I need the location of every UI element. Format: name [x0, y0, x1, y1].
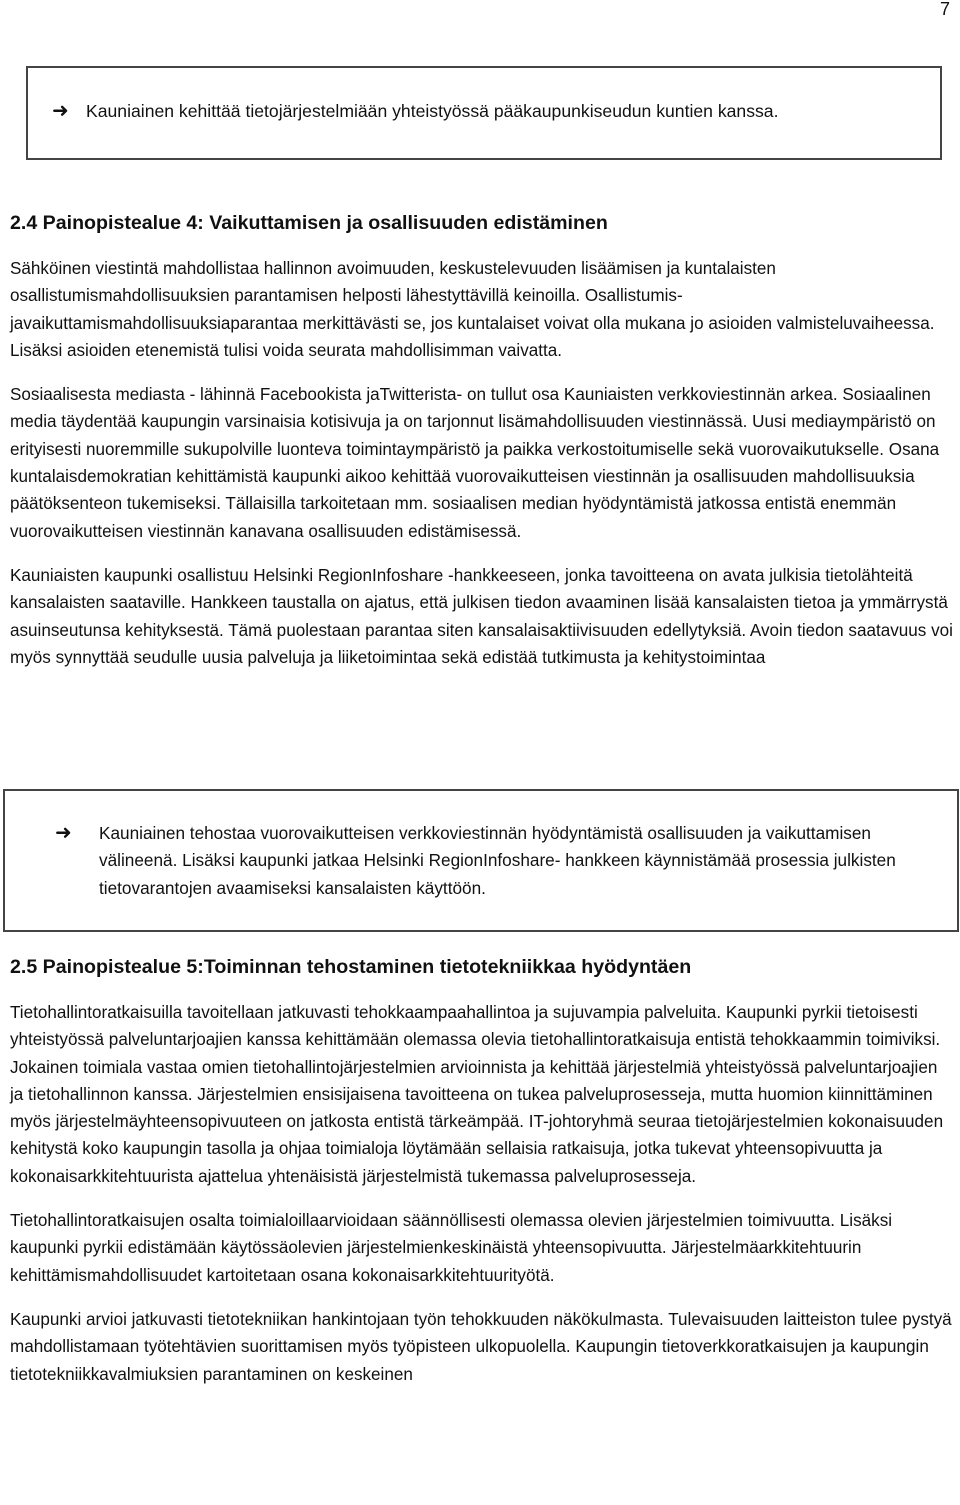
paragraph: Tietohallintoratkaisuilla tavoitellaan jatkuvasti tehokkaampaahallintoa ja sujuvampia palveluita. Kaupunki pyrkii tietoisesti yhteistyössä palveluntarjoajien kanssa kehittämään olemassa olevia tietohallintoratkaisuja entistä tehokkaammin toimiviksi. Jokainen toimiala vastaa omien tietohallintojärjestelmien arvioinnista ja kehittää järjestelmiä yhteistyössä palveluntarjoajien ja tietohallinnon kanssa. Järjestelmien ensisijaisena tavoitteena on tukea palveluprosesseja, mutta huomion kiinnittäminen myös järjestelmäyhteensopivuuteen on jatkosta entistä tärkeämpää. IT-johtoryhmä seuraa tietojärjestelmien kokonaisuuden kehitystä koko kaupungin tasolla ja ohjaa toimialoja löytämään sellaisia ratkaisuja, jotka tukevat yhteensopivuutta ja kokonaisarkkitehtuurista ajattelua yhtenäisistä järjestelmistä tukemassa palveluprosesseja. [10, 1003, 944, 1186]
section-heading: 2.4 Painopistealue 4: Vaikuttamisen ja osallisuuden edistäminen [10, 212, 608, 234]
callout-row [52, 98, 778, 125]
paragraph: Kaupunki arvioi jatkuvasti tietotekniikan hankintojaan työn tehokkuuden näkökulmasta. Tulevaisuuden laitteiston tulee pystyä mahdollistamaan työtehtävien suorittamisen myös työpisteen ulkopuolella. Kaupungin tietoverkkoratkaisujen ja kaupungin tietotekniikkavalmiuksien parantaminen on keskeinen [10, 1309, 952, 1384]
callout-box-bottom [3, 789, 959, 932]
section-2-5 [10, 955, 955, 1388]
section-heading: 2.5 Painopistealue 5:Toiminnan tehostaminen tietotekniikkaa hyödyntäen [10, 956, 692, 978]
paragraph: Sosiaalisesta mediasta - lähinnä Facebookista jaTwitterista- on tullut osa Kauniaisten verkkoviestinnän arkea. Sosiaalinen media täydentää kaupungin varsinaisia kotisivuja ja on tarjonnut lisämahdollisuuden viestinnässä. Uusi mediaympäristö on erityisesti nuoremmille sukupolville luonteva toimintaympäristö ja paikka verkostoitumiselle sekä vuorovaikutukselle. Osana kuntalaisdemokratian kehittämistä kaupunki aikoo kehittää vuorovaikutteisen viestinnän ja osallisuuden mahdollisuuksia päätöksenteon tukemiseksi. Tällaisilla tarkoitetaan mm. sosiaalisen median hyödyntämistä jatkossa entistä enemmän vuorovaikutteisen viestinnän kanavana osallisuuden edistämisessä. [10, 385, 940, 541]
callout-box-top [26, 66, 942, 160]
callout-text: Kauniainen tehostaa vuorovaikutteisen verkkoviestinnän hyödyntämistä osallisuuden ja vaikuttamisen välineenä. Lisäksi kaupunki jatkaa Helsinki RegionInfoshare- hankkeen käynnistämää prosessia julkisten tietovarantojen avaamiseksi kansalaisten käyttöön. [99, 823, 896, 898]
right-arrow-icon: ➜ [55, 822, 72, 844]
page-number: 7 [939, 0, 950, 19]
right-arrow-icon: ➜ [52, 100, 69, 122]
callout-row [55, 820, 935, 902]
paragraph: Kauniaisten kaupunki osallistuu Helsinki RegionInfoshare -hankkeeseen, jonka tavoitteena on avata julkisia tietolähteitä kansalaisten saataville. Hankkeen taustalla on ajatus, että julkisen tiedon avaaminen lisää kansalaisten tietoa ja ymmärrystä asuinseutunsa kehityksestä. Tämä puolestaan parantaa siten kansalaisaktiivisuuden edellytyksiä. Avoin tiedon saatavuus voi myös synnyttää seudulle uusia palveluja ja liiketoimintaa sekä edistää tutkimusta ja kehitystoimintaa [10, 565, 953, 667]
callout-text: Kauniainen kehittää tietojärjestelmiään yhteistyössä pääkaupunkiseudun kuntien kanssa. [86, 101, 779, 121]
paragraph: Tietohallintoratkaisujen osalta toimialoillaarvioidaan säännöllisesti olemassa olevien järjestelmien toimivuutta. Lisäksi kaupunki pyrkii edistämään käytössäolevien järjestelmienkeskinäistä yhteensopivuutta. Järjestelmäarkkitehtuurin kehittämismahdollisuudet kartoitetaan osana kokonaisarkkitehtuurityötä. [10, 1211, 893, 1285]
paragraph: Sähköinen viestintä mahdollistaa hallinnon avoimuuden, keskustelevuuden lisäämisen ja kuntalaisten osallistumismahdollisuuksien parantamisen helposti lähestyttävillä keinoilla. Osallistumis- javaikuttamismahdollisuuksiaparantaa merkittävästi se, jos kuntalaiset voivat olla mukana jo asioiden valmisteluvaiheessa. Lisäksi asioiden etenemistä tulisi voida seurata mahdollisimman vaivatta. [10, 259, 935, 360]
section-2-4 [10, 211, 955, 671]
